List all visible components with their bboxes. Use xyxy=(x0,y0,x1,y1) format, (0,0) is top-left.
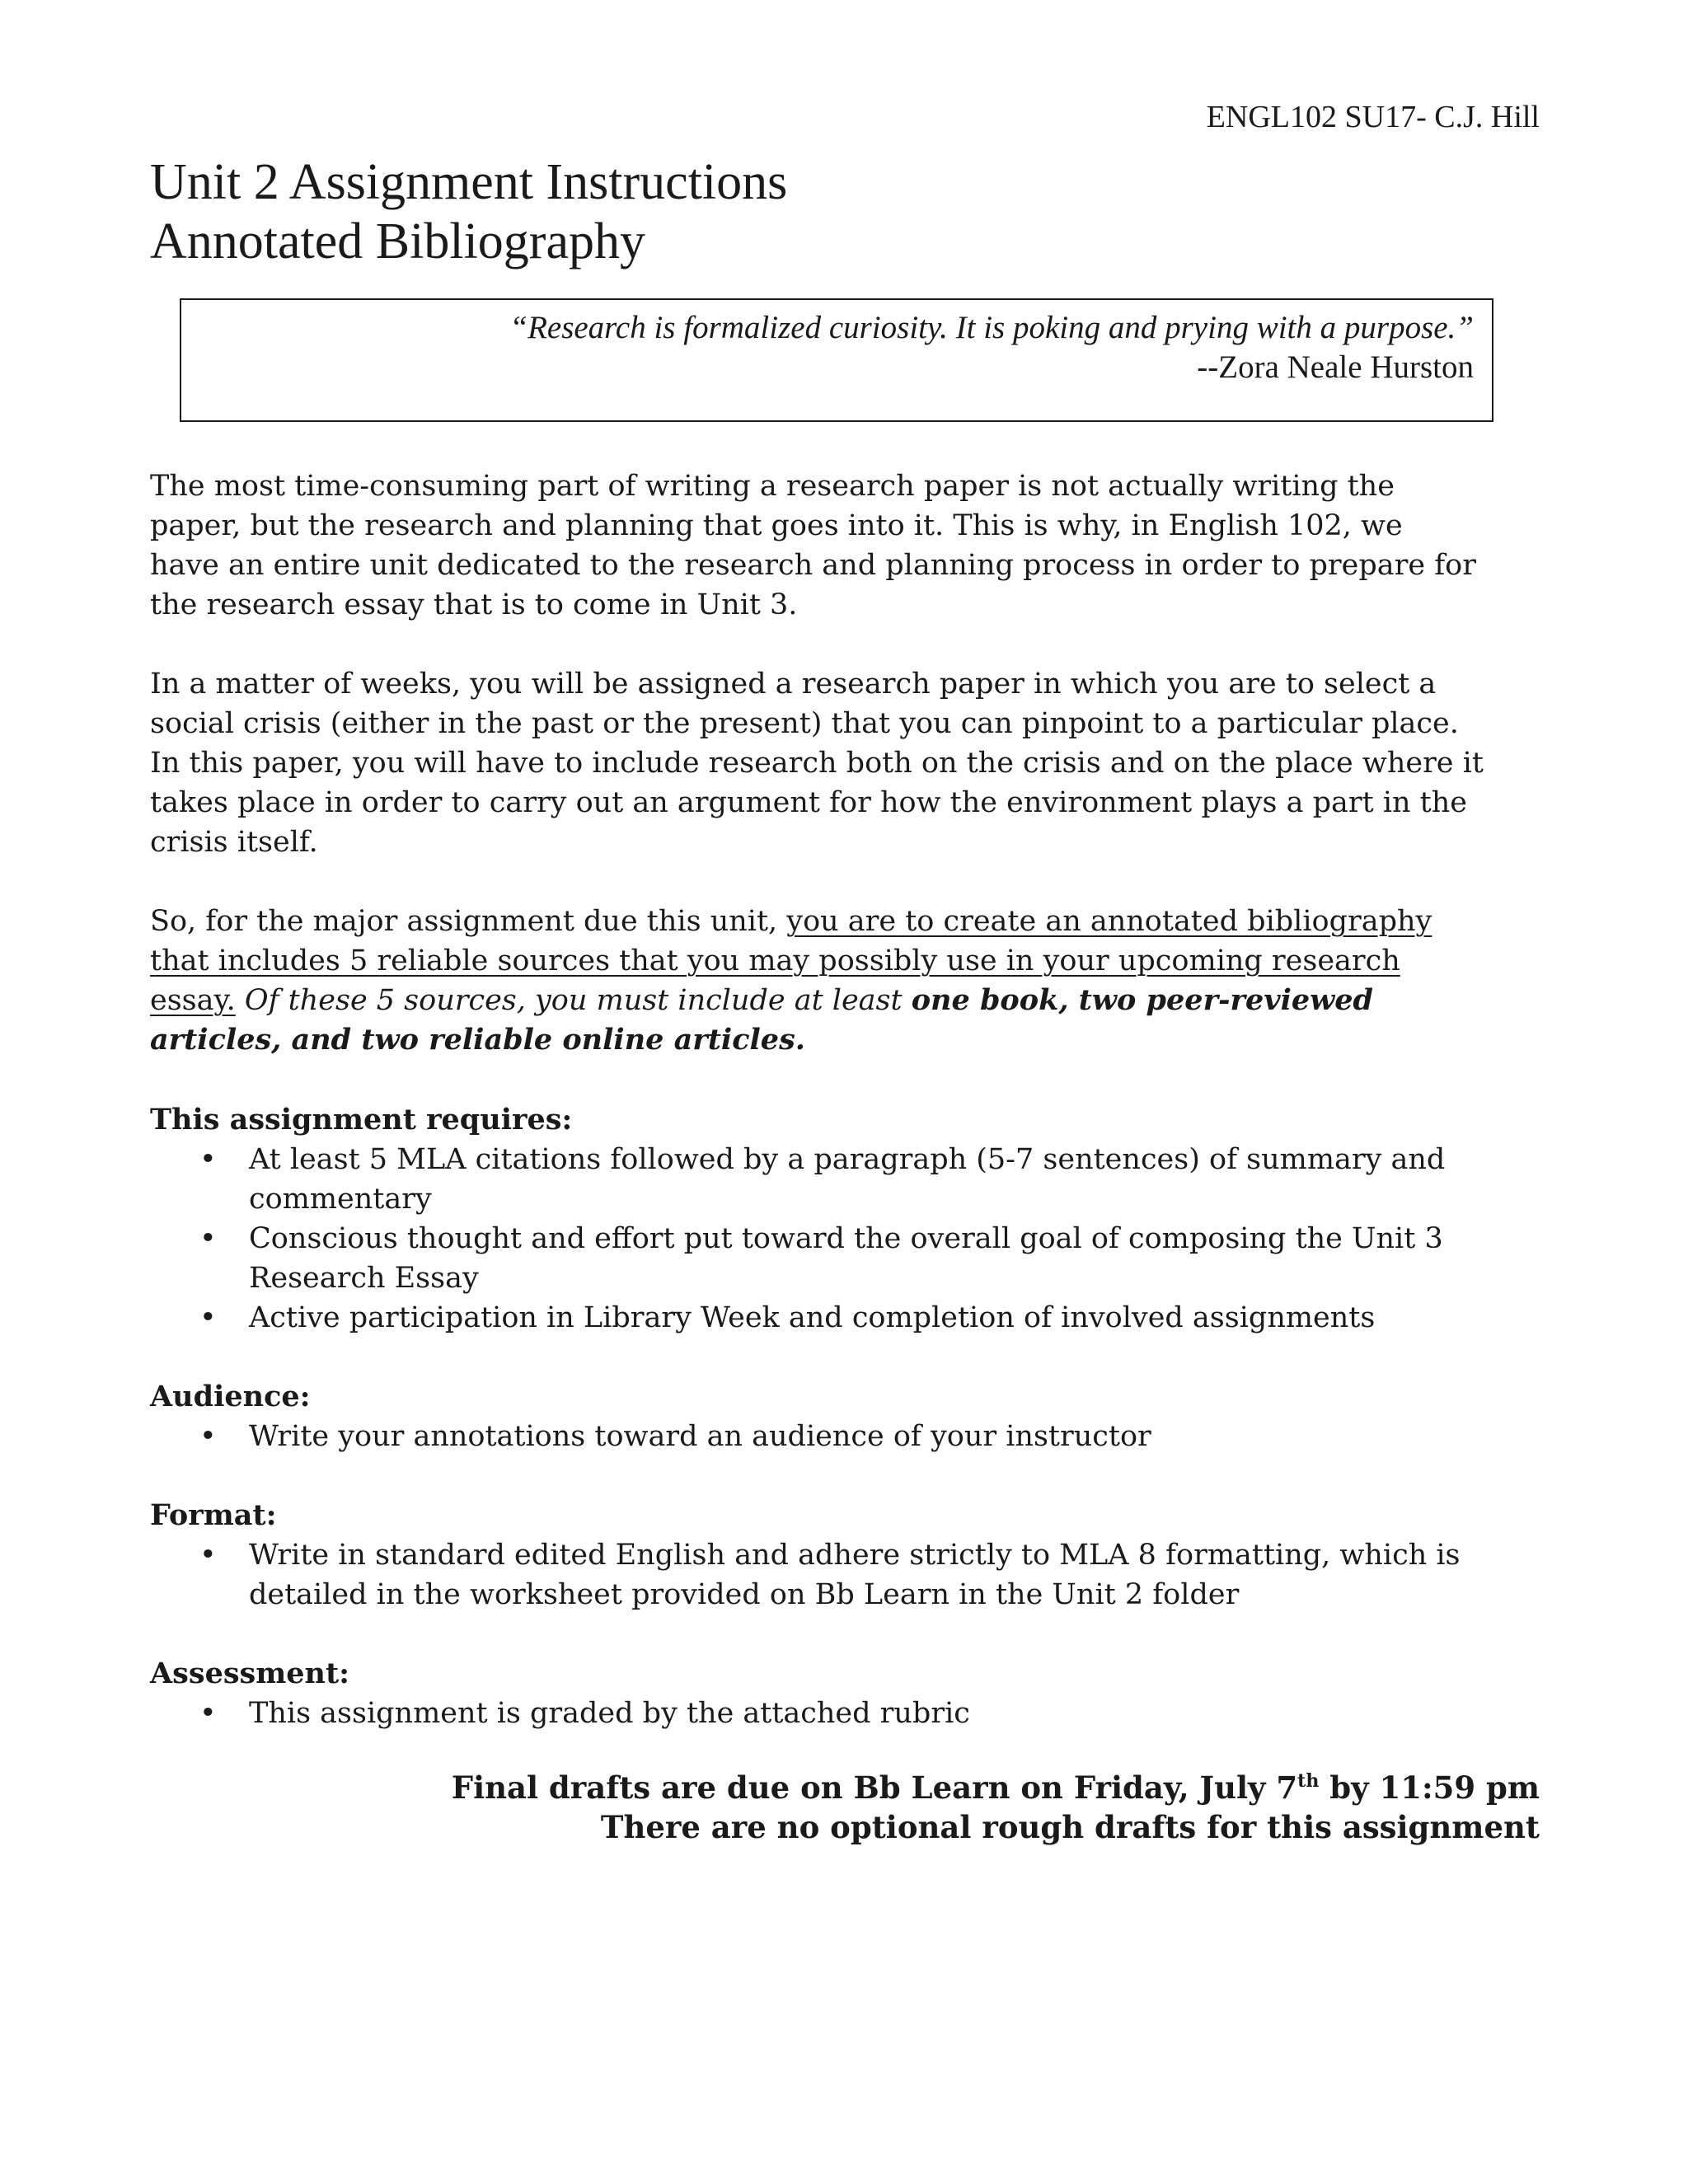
list-item-text: At least 5 MLA citations followed by a paragraph (5-7 sentences) of summary and xyxy=(249,1143,1446,1176)
audience-list xyxy=(150,1417,1551,1456)
list-item-text: detailed in the worksheet provided on Bb Learn in the Unit 2 folder xyxy=(249,1578,1240,1611)
list-item-text: Write your annotations toward an audience of your instructor xyxy=(249,1420,1151,1453)
quote xyxy=(509,308,1474,387)
paragraph-line: the research essay that is to come in Unit 3. xyxy=(150,588,798,621)
format-heading: Format: xyxy=(150,1498,277,1532)
list-item-text: commentary xyxy=(249,1183,432,1216)
requirements-section xyxy=(150,1100,1551,1338)
list-item xyxy=(150,1298,1551,1338)
list-item xyxy=(150,1140,1551,1219)
bullet-icon: • xyxy=(199,1222,217,1255)
audience-heading: Audience: xyxy=(150,1380,311,1413)
paragraph-line xyxy=(150,902,1551,941)
list-item xyxy=(150,1535,1551,1615)
bullet-icon: • xyxy=(199,1697,217,1730)
paragraph-assignment xyxy=(150,902,1551,1060)
title-line-1: Unit 2 Assignment Instructions xyxy=(150,154,788,210)
bullet-icon: • xyxy=(199,1143,217,1176)
list-item xyxy=(150,1417,1551,1456)
paragraph-line xyxy=(150,1020,1551,1060)
paragraph-line: crisis itself. xyxy=(150,826,318,859)
assessment-list xyxy=(150,1694,1551,1733)
paragraph-line xyxy=(150,981,1551,1020)
text-plain: So, for the major assignment due this unit, xyxy=(150,905,787,938)
list-item-text: Write in standard edited English and adhere strictly to MLA 8 formatting, which is xyxy=(249,1539,1461,1572)
quote-text: “Research is formalized curiosity. It is poking and prying with a purpose.” xyxy=(509,310,1474,345)
due-time-text: by 11:59 pm xyxy=(1319,1769,1540,1806)
paragraph-line: have an entire unit dedicated to the research and planning process in order to prepare for xyxy=(150,549,1476,582)
paragraph-intro xyxy=(150,466,1551,625)
list-item xyxy=(150,1694,1551,1733)
text-underlined: you are to create an annotated bibliography xyxy=(786,905,1432,938)
due-date-superscript: th xyxy=(1297,1770,1320,1792)
text-underlined: that includes 5 reliable sources that you may possibly use in your upcoming research xyxy=(150,944,1400,977)
paragraph-research-paper xyxy=(150,664,1551,862)
no-drafts-line: There are no optional rough drafts for this assignment xyxy=(600,1809,1540,1845)
list-item-text: Conscious thought and effort put toward the overall goal of composing the Unit 3 xyxy=(249,1222,1443,1255)
assessment-section xyxy=(150,1654,1551,1733)
paragraph-line: In this paper, you will have to include research both on the crisis and on the place where it xyxy=(150,747,1484,780)
text-bold-italic: one book, two peer-reviewed xyxy=(911,983,1374,1017)
requirements-heading: This assignment requires: xyxy=(150,1103,573,1137)
assessment-heading: Assessment: xyxy=(150,1657,350,1690)
page-title xyxy=(150,152,787,271)
paragraph-line: paper, but the research and planning that goes into it. This is why, in English 102, we xyxy=(150,509,1403,542)
paragraph-line: The most time-consuming part of writing a research paper is not actually writing the xyxy=(150,470,1395,503)
list-item-text: This assignment is graded by the attached rubric xyxy=(249,1697,970,1730)
due-date-line xyxy=(452,1768,1540,1807)
paragraph-line xyxy=(150,941,1551,981)
bullet-icon: • xyxy=(199,1420,217,1453)
requirements-list xyxy=(150,1140,1551,1338)
course-code: ENGL102 SU17- C.J. Hill xyxy=(1206,100,1540,134)
format-list xyxy=(150,1535,1551,1615)
paragraph-line: In a matter of weeks, you will be assigned a research paper in which you are to select a xyxy=(150,668,1437,701)
text-italic: Of these 5 sources, you must include at least xyxy=(235,984,912,1017)
text-underlined: essay. xyxy=(150,984,236,1017)
bullet-icon: • xyxy=(199,1539,217,1572)
list-item-text: Research Essay xyxy=(249,1262,479,1295)
list-item-text: Active participation in Library Week and completion of involved assignments xyxy=(249,1301,1376,1334)
due-date-notice xyxy=(452,1768,1540,1847)
title-line-2: Annotated Bibliography xyxy=(150,213,645,269)
quote-author: --Zora Neale Hurston xyxy=(1197,349,1474,385)
paragraph-line: takes place in order to carry out an argument for how the environment plays a part in the xyxy=(150,786,1468,819)
bullet-icon: • xyxy=(199,1301,217,1334)
text-bold-italic: articles, and two reliable online articles. xyxy=(150,1023,805,1057)
quote-box xyxy=(180,298,1493,422)
list-item xyxy=(150,1219,1551,1298)
format-section xyxy=(150,1496,1551,1615)
due-date-text: Final drafts are due on Bb Learn on Friday, July 7 xyxy=(451,1769,1298,1806)
audience-section xyxy=(150,1377,1551,1456)
paragraph-line: social crisis (either in the past or the present) that you can pinpoint to a particular place. xyxy=(150,707,1459,740)
